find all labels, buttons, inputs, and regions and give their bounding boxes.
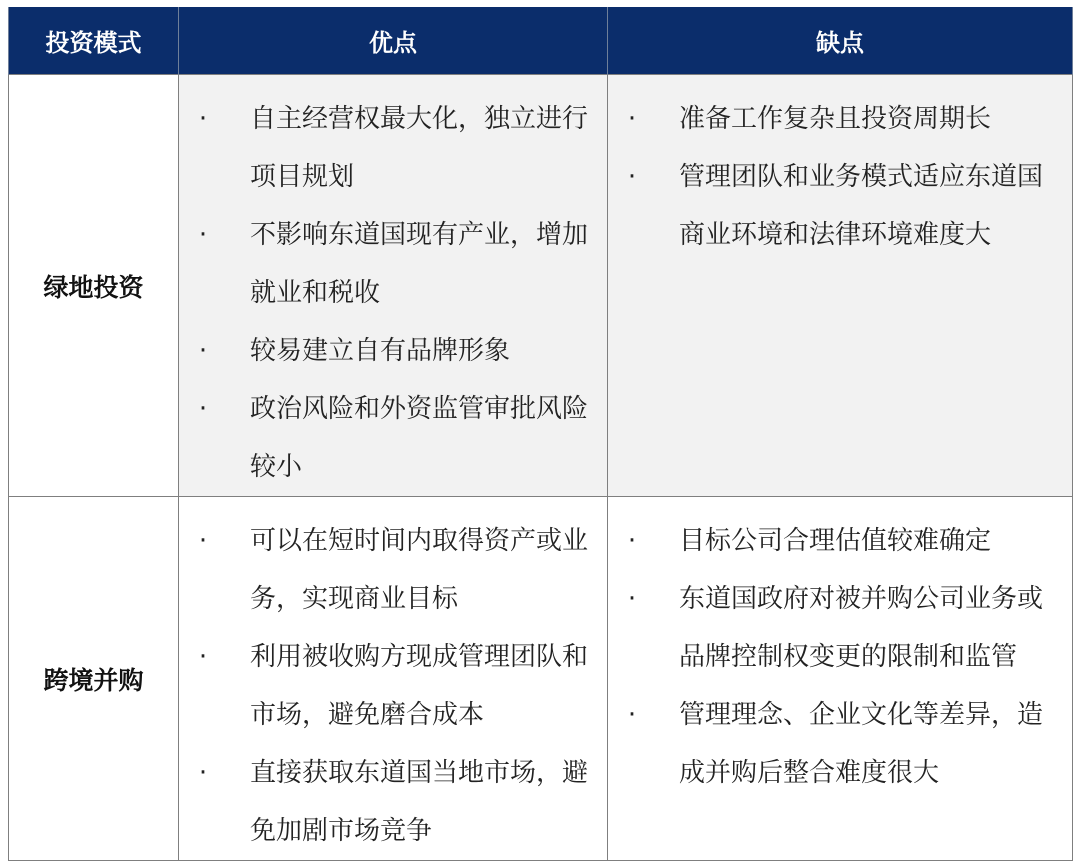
pros-list [179,75,607,496]
bullet-icon: · [198,220,208,250]
table-row-cross-border-ma [9,497,1073,861]
list-item: · 政治风险和外资监管审批风险较小 [179,380,607,496]
list-item: · 管理理念、企业文化等差异，造成并购后整合难度很大 [608,686,1072,802]
list-item: · 不影响东道国现有产业，增加就业和税收 [179,206,607,322]
list-item: · 利用被收购方现成管理团队和市场，避免磨合成本 [179,628,607,744]
bullet-icon: · [198,104,208,134]
cons-cell-ma [608,497,1073,861]
bullet-icon: · [627,700,637,730]
list-item: · 准备工作复杂且投资周期长 [608,90,1072,148]
cons-list [608,75,1072,264]
list-item: · 直接获取东道国当地市场，避免加剧市场竞争 [179,744,607,860]
bullet-icon: · [627,104,637,134]
bullet-icon: · [627,584,637,614]
investment-mode-table [8,7,1072,846]
bullet-icon: · [198,642,208,672]
bullet-icon: · [198,394,208,424]
bullet-icon: · [627,162,637,192]
list-item: · 自主经营权最大化，独立进行项目规划 [179,90,607,206]
bullet-icon: · [198,526,208,556]
pros-list [179,497,607,860]
mode-cross-border-ma: 跨境并购 [9,497,179,861]
pros-cell-greenfield [179,75,608,497]
comparison-table [8,7,1073,861]
header-row [9,7,1073,75]
header-cons: 缺点 [608,7,1073,75]
pros-cell-ma [179,497,608,861]
list-item: · 东道国政府对被并购公司业务或品牌控制权变更的限制和监管 [608,570,1072,686]
list-item: · 管理团队和业务模式适应东道国商业环境和法律环境难度大 [608,148,1072,264]
list-item: · 可以在短时间内取得资产或业务，实现商业目标 [179,512,607,628]
bullet-icon: · [198,336,208,366]
header-pros: 优点 [179,7,608,75]
bullet-icon: · [627,526,637,556]
list-item: · 目标公司合理估值较难确定 [608,512,1072,570]
header-investment-mode: 投资模式 [9,7,179,75]
cons-list [608,497,1072,802]
mode-greenfield: 绿地投资 [9,75,179,497]
table-row-greenfield [9,75,1073,497]
bullet-icon: · [198,758,208,788]
cons-cell-greenfield [608,75,1073,497]
list-item: · 较易建立自有品牌形象 [179,322,607,380]
